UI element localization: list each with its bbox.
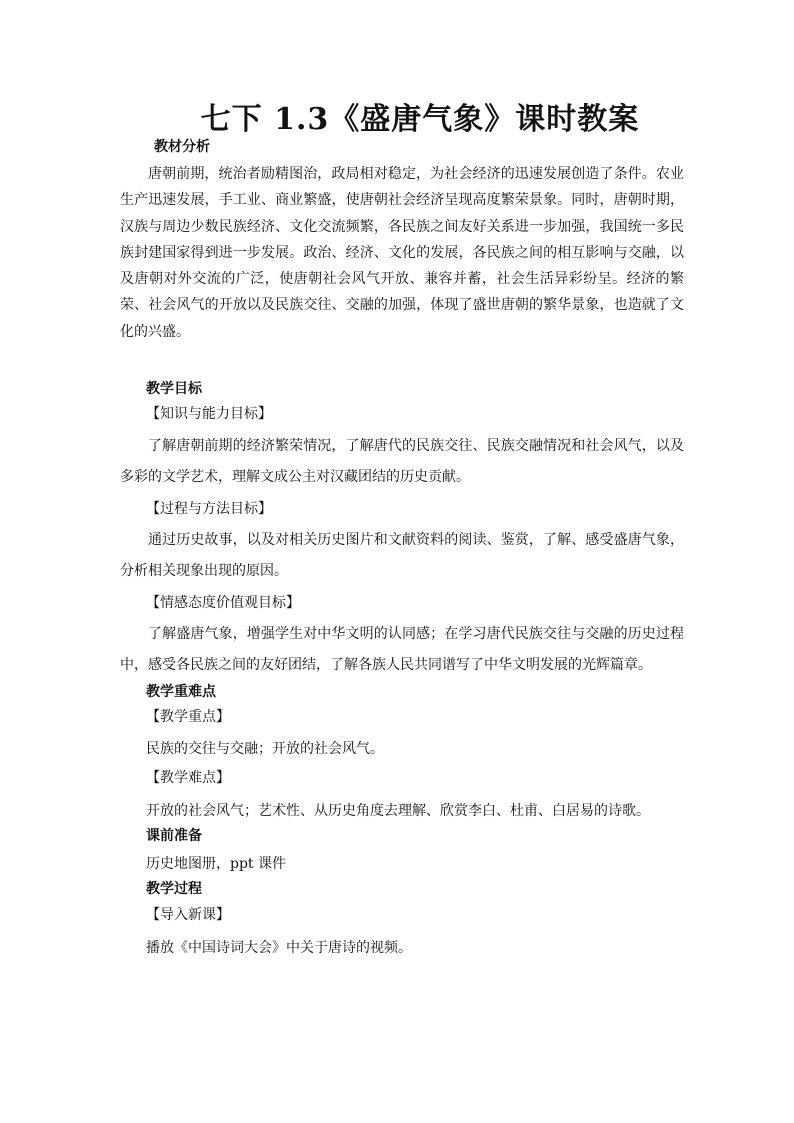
goal-process-text: 通过历史故事，以及对相关历史图片和文献资料的阅读、鉴赏，了解、感受盛唐气象，分析相关现象出现的原因。 [120,532,684,579]
section-heading-key-difficult-points: 教学重难点 [146,684,216,700]
goal-emotion-text: 了解盛唐气象，增强学生对中华文明的认同感；在学习唐代民族交往与交融的历史过程中，感受各民族之间的友好团结，了解各族人民共同谱写了中华文明发展的光辉篇章。 [120,626,684,673]
goal-process-label: 【过程与方法目标】 [146,501,272,517]
key-point-text: 民族的交往与交融；开放的社会风气。 [146,741,384,757]
preparation-text: 历史地图册，ppt 课件 [146,856,286,872]
goal-emotion-label: 【情感态度价值观目标】 [146,595,300,611]
section-heading-teaching-goals: 教学目标 [146,381,202,397]
section-heading-textbook-analysis: 教材分析 [154,139,210,155]
intro-text: 播放《中国诗词大会》中关于唐诗的视频。 [146,940,412,956]
intro-label: 【导入新课】 [146,907,230,923]
key-point-label: 【教学重点】 [146,709,230,725]
textbook-analysis-paragraph: 唐朝前期，统治者励精图治，政局相对稳定，为社会经济的迅速发展创造了条件。农业生产迅速发展，手工业、商业繁盛，使唐朝社会经济呈现高度繁荣景象。同时，唐朝时期，汉族与周边少数民族经济、文化交流频繁，各民族之间友好关系进一步加强，我国统一多民族封建国家得到进一步发展。政治、经济、文化的发展，各民族之间的相互影响与交融，以及唐朝对外交流的广泛，使唐朝社会风气开放、兼容并蓄，社会生活异彩纷呈。经济的繁荣、社会风气的开放以及民族交往、交融的加强，体现了盛世唐朝的繁华景象，也造就了文化的兴盛。 [120,166,684,340]
section-heading-preparation: 课前准备 [146,828,202,844]
difficult-point-text: 开放的社会风气；艺术性、从历史角度去理解、欣赏李白、杜甫、白居易的诗歌。 [146,803,650,819]
section-heading-teaching-process: 教学过程 [146,881,202,897]
document-title: 七下 1.3《盛唐气象》课时教案 [200,102,640,137]
goal-knowledge-label: 【知识与能力目标】 [146,406,272,422]
difficult-point-label: 【教学难点】 [146,770,230,786]
goal-knowledge-text: 了解唐朝前期的经济繁荣情况，了解唐代的民族交往、民族交融情况和社会风气，以及多彩的文学艺术，理解文成公主对汉藏团结的历史贡献。 [120,438,684,485]
